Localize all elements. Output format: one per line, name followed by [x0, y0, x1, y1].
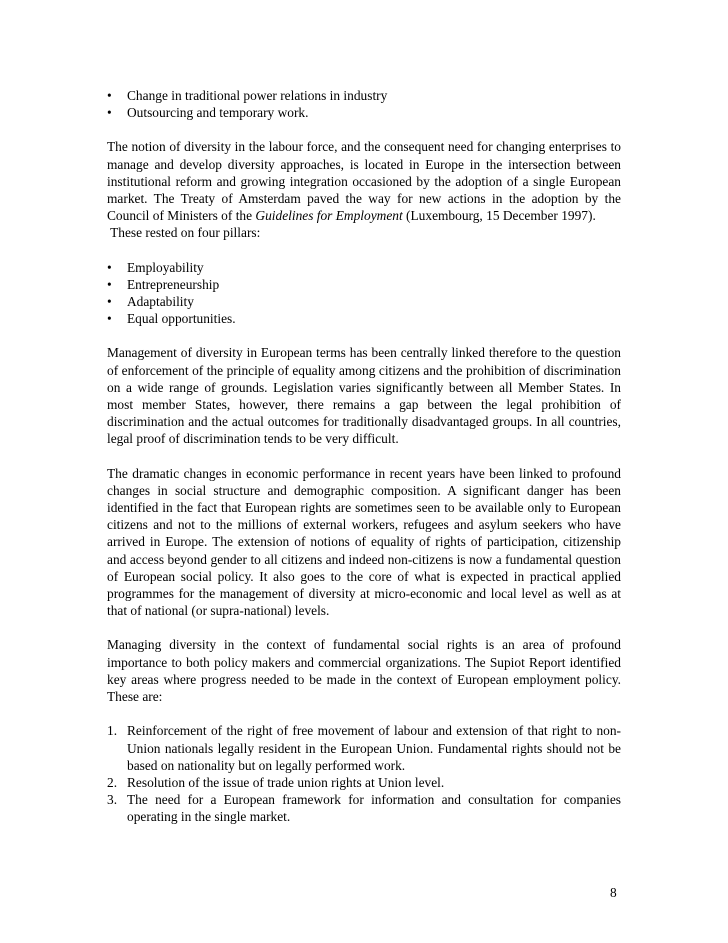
bullet-icon: • [107, 259, 112, 275]
list-number: 2. [107, 774, 118, 790]
list-item: • Adaptability [107, 294, 194, 310]
paragraph: The notion of diversity in the labour force, and the consequent need for changing enterprises to manage and develop diversity approaches, is located in Europe in the intersection between institutional reform and growing integration occasioned by the adoption of a single European market. The Treaty of Amsterdam paved the way for new actions in the adoption by the Council of Ministers of the Guidelines for Employment (Luxembourg, 15 December 1997). [107, 139, 621, 224]
list-number: 1. [107, 723, 118, 739]
list-item: • Outsourcing and temporary work. [107, 105, 309, 121]
document-page [107, 87, 621, 826]
pillars-list [107, 259, 621, 328]
list-number: 3. [107, 792, 118, 808]
paragraph: Managing diversity in the context of fundamental social rights is an area of profound importance to both policy makers and commercial organizations. The Supiot Report identified key areas where progress needed to be made in the context of European employment policy. These are: [107, 637, 621, 705]
bullet-icon: • [107, 311, 112, 327]
emphasis-title: Guidelines for Employment [255, 208, 403, 224]
list-item: 1. Reinforcement of the right of free movement of labour and extension of that right to non-Union nationals legally resident in the European Union. Fundamental rights should not be based on nationality but on legally performed work. [107, 723, 621, 773]
page-number: 8 [610, 885, 617, 900]
bullet-icon: • [107, 105, 112, 121]
bullet-list-top [107, 87, 621, 121]
paragraph: Management of diversity in European terms has been centrally linked therefore to the question of enforcement of the principle of equality among citizens and the prohibition of discrimination on a wide range of grounds. Legislation varies significantly between all Member States. In most member States, however, there remains a gap between the legal prohibition of discrimination and the actual outcomes for traditionally disadvantaged groups. In all countries, legal proof of discrimination tends to be very difficult. [107, 345, 621, 447]
bullet-icon: • [107, 294, 112, 310]
list-item: • Equal opportunities. [107, 311, 236, 327]
list-item: • Employability [107, 259, 204, 275]
numbered-list [107, 722, 621, 825]
list-item: • Entrepreneurship [107, 276, 220, 292]
list-item: • Change in traditional power relations in industry [107, 88, 388, 103]
list-item: 3. The need for a European framework for information and consultation for companies operating in the single market. [107, 792, 621, 825]
bullet-icon: • [107, 276, 112, 292]
paragraph: The dramatic changes in economic performance in recent years have been linked to profound changes in social structure and demographic composition. A significant danger has been identified in the fact that European rights are sometimes seen to be available only to European citizens and not to the millions of external workers, refugees and asylum seekers who have arrived in Europe. The extension of notions of equality of rights of participation, citizenship and access beyond gender to all citizens and indeed non-citizens is now a fundamental question of European social policy. It also goes to the core of what is expected in practical applied programmes for the management of diversity at micro-economic and local level as well as at that of national (or supra-national) levels. [107, 465, 621, 619]
pillars-intro: These rested on four pillars: [107, 225, 261, 241]
bullet-icon: • [107, 88, 112, 103]
list-item: 2. Resolution of the issue of trade union rights at Union level. [107, 774, 445, 790]
